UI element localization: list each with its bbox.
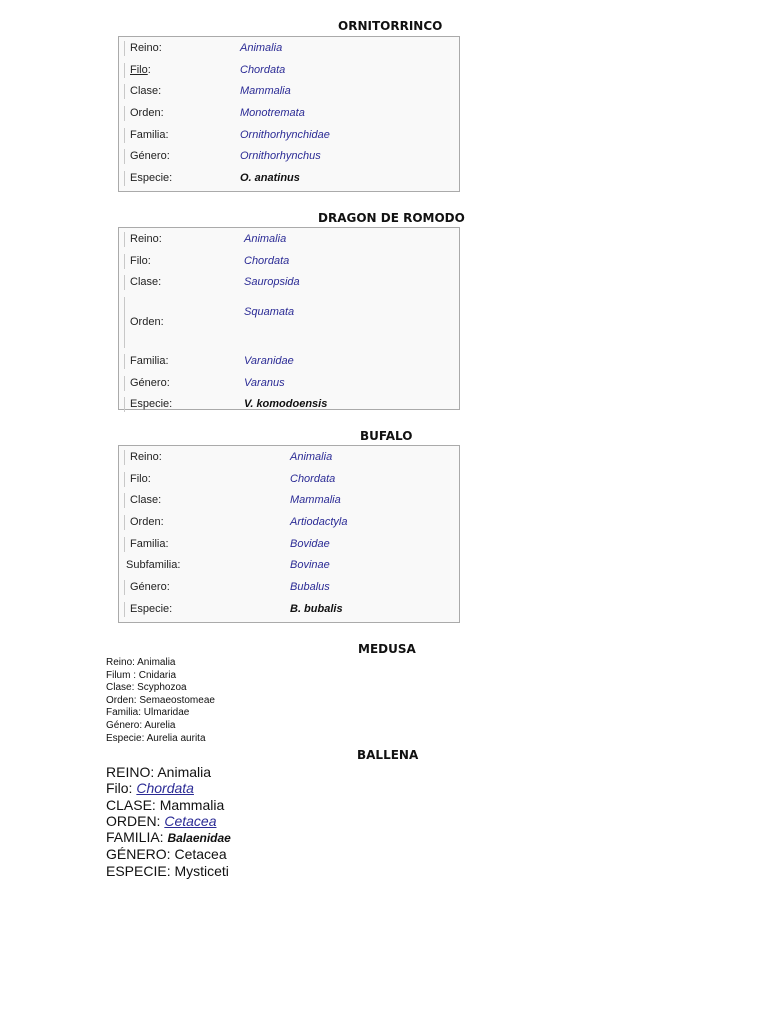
- taxo-row: [119, 168, 459, 190]
- taxon-value[interactable]: Monotremata: [240, 107, 305, 120]
- rank-label: Especie:: [124, 397, 172, 412]
- taxobox-ornitorrinco: [118, 36, 460, 192]
- taxo-row: [119, 577, 459, 599]
- rank-label: Filo:: [124, 472, 151, 487]
- ballena-reino: REINO: Animalia: [106, 764, 212, 780]
- rank-label: Familia:: [124, 537, 169, 552]
- taxon-value[interactable]: Chordata: [244, 254, 290, 267]
- medusa-line: Filum : Cnidaria: [106, 669, 177, 681]
- ballena-taxonomy-list: [106, 764, 231, 879]
- rank-label: Orden:: [124, 297, 164, 348]
- rank-label: Género:: [124, 376, 170, 391]
- section-heading-bufalo: BUFALO: [360, 429, 413, 443]
- cetacea-link[interactable]: Cetacea: [164, 812, 217, 829]
- ballena-filo: Filo: Chordata: [106, 780, 194, 797]
- section-heading-dragon: DRAGON DE ROMODO: [318, 211, 465, 225]
- ballena-orden: ORDEN: Cetacea: [106, 812, 217, 829]
- taxo-row: [119, 394, 459, 416]
- medusa-line: Género: Aurelia: [106, 719, 176, 731]
- taxobox-bufalo: [118, 445, 460, 623]
- taxon-value[interactable]: Artiodactyla: [290, 516, 348, 529]
- medusa-line: Reino: Animalia: [106, 657, 176, 668]
- section-heading-ballena: BALLENA: [357, 748, 419, 762]
- taxon-value[interactable]: Varanidae: [244, 355, 294, 368]
- rank-label: Clase:: [124, 275, 161, 290]
- rank-label: Especie:: [124, 602, 172, 617]
- species-value: V. komodoensis: [244, 398, 328, 411]
- taxo-row: [119, 351, 459, 373]
- taxo-row: [119, 146, 459, 168]
- taxo-row: [119, 81, 459, 103]
- rank-label: Especie:: [124, 171, 172, 186]
- taxon-value[interactable]: Chordata: [240, 63, 286, 76]
- rank-label: Orden:: [124, 515, 164, 530]
- medusa-line: Especie: Aurelia aurita: [106, 732, 206, 744]
- taxo-row: [119, 251, 459, 273]
- taxobox-dragon: [118, 227, 460, 410]
- taxo-row: [119, 534, 459, 556]
- taxo-row: [119, 469, 459, 491]
- taxon-value[interactable]: Chordata: [290, 472, 336, 485]
- taxo-row: [119, 555, 459, 577]
- filo-link[interactable]: Filo: [130, 63, 148, 76]
- taxo-row: [119, 512, 459, 534]
- taxo-row: [119, 373, 459, 395]
- rank-label: Familia:: [124, 354, 169, 369]
- section-heading-ornitorrinco: ORNITORRINCO: [338, 19, 443, 33]
- taxo-row: [119, 125, 459, 147]
- taxon-value[interactable]: Animalia: [240, 42, 283, 54]
- section-heading-medusa: MEDUSA: [358, 642, 416, 656]
- taxo-row: [119, 229, 459, 251]
- rank-label: Reino:: [124, 41, 162, 56]
- taxo-row: [119, 38, 459, 60]
- chordata-link[interactable]: Chordata: [136, 780, 194, 797]
- medusa-line: Familia: Ulmaridae: [106, 707, 190, 719]
- medusa-taxonomy-list: [106, 657, 215, 745]
- taxo-row: [119, 60, 459, 82]
- taxon-value[interactable]: Ornithorhynchus: [240, 150, 321, 163]
- taxo-row: [119, 294, 459, 351]
- taxon-value[interactable]: Mammalia: [240, 85, 291, 98]
- rank-label: Clase:: [124, 84, 161, 99]
- species-value: B. bubalis: [290, 602, 343, 615]
- rank-label: Familia:: [124, 128, 169, 143]
- taxon-value[interactable]: Bovinae: [290, 559, 330, 572]
- rank-label: Reino:: [124, 232, 162, 247]
- rank-label: Filo:: [124, 254, 151, 269]
- taxon-value[interactable]: Bovidae: [290, 537, 330, 550]
- ballena-especie: ESPECIE: Mysticeti: [106, 862, 229, 879]
- medusa-line: Orden: Semaeostomeae: [106, 694, 215, 706]
- taxon-value[interactable]: Squamata: [244, 306, 295, 319]
- ballena-clase: CLASE: Mammalia: [106, 796, 225, 813]
- rank-label: Reino:: [124, 450, 162, 465]
- rank-label: Género:: [124, 149, 170, 164]
- taxon-value[interactable]: Varanus: [244, 376, 285, 389]
- taxon-value[interactable]: Animalia: [244, 233, 287, 245]
- balaenidae-value: Balaenidae: [167, 831, 231, 846]
- taxon-value[interactable]: Animalia: [290, 451, 333, 463]
- rank-label: Filo:: [124, 63, 151, 78]
- taxo-row: [119, 490, 459, 512]
- rank-label: Orden:: [124, 106, 164, 121]
- rank-label: Clase:: [124, 493, 161, 508]
- taxon-value[interactable]: Ornithorhynchidae: [240, 128, 330, 141]
- medusa-line: Clase: Scyphozoa: [106, 682, 187, 694]
- species-value: O. anatinus: [240, 172, 300, 185]
- taxon-value[interactable]: Bubalus: [290, 581, 330, 594]
- ballena-familia: FAMILIA: Balaenidae: [106, 829, 231, 846]
- rank-label: Subfamilia:: [126, 559, 181, 572]
- taxo-row: [119, 103, 459, 125]
- taxo-row: [119, 599, 459, 621]
- ballena-genero: GÉNERO: Cetacea: [106, 846, 227, 863]
- taxon-value[interactable]: Mammalia: [290, 494, 341, 507]
- taxo-row: [119, 447, 459, 469]
- taxon-value[interactable]: Sauropsida: [244, 276, 300, 289]
- rank-label: Género:: [124, 580, 170, 595]
